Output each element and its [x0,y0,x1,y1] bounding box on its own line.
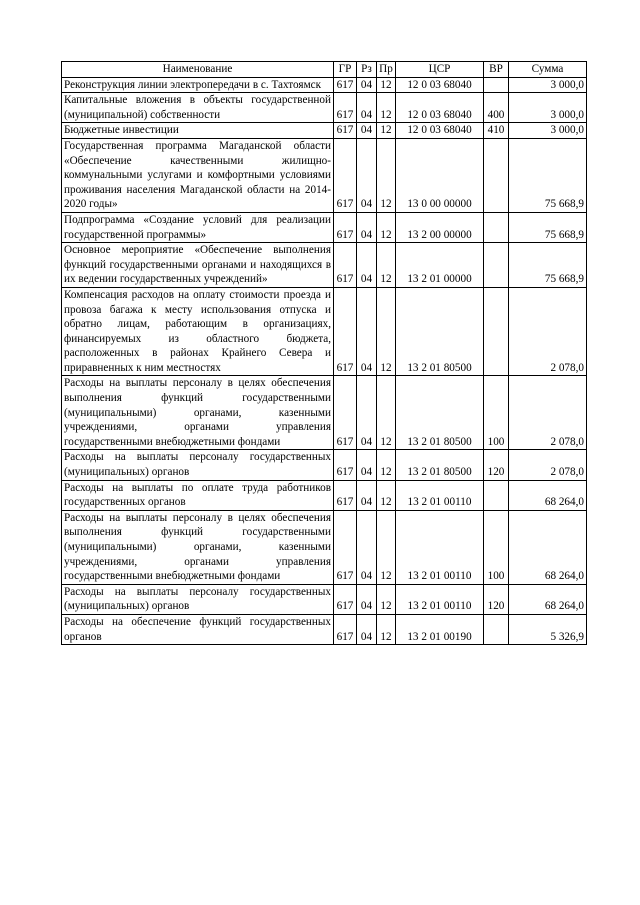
row-name: Расходы на обеспечение функций государственных органов [62,614,334,644]
row-vr: 410 [484,123,509,139]
row-vr [484,243,509,288]
budget-table [61,61,587,645]
row-pr: 12 [377,376,396,450]
row-pr: 12 [377,77,396,93]
row-sum: 68 264,0 [509,480,587,510]
header-name: Наименование [62,62,334,78]
row-sum: 68 264,0 [509,584,587,614]
row-sum: 75 668,9 [509,243,587,288]
row-pr: 12 [377,480,396,510]
row-csr: 13 2 00 00000 [396,212,484,242]
row-rz: 04 [357,480,377,510]
row-pr: 12 [377,450,396,480]
row-csr: 13 2 01 00000 [396,243,484,288]
row-name: Подпрограмма «Создание условий для реализации государственной программы» [62,212,334,242]
table-row [62,376,587,450]
row-gr: 617 [334,584,357,614]
row-csr: 13 2 01 00110 [396,510,484,584]
row-pr: 12 [377,123,396,139]
row-pr: 12 [377,93,396,123]
row-vr [484,138,509,212]
row-csr: 13 2 01 00110 [396,480,484,510]
row-sum: 68 264,0 [509,510,587,584]
row-csr: 12 0 03 68040 [396,123,484,139]
row-gr: 617 [334,123,357,139]
row-sum: 2 078,0 [509,287,587,376]
row-csr: 13 2 01 80500 [396,287,484,376]
header-vr: ВР [484,62,509,78]
table-row [62,510,587,584]
row-gr: 617 [334,93,357,123]
row-name: Расходы на выплаты персоналу государственных (муниципальных) органов [62,584,334,614]
row-rz: 04 [357,450,377,480]
row-sum: 3 000,0 [509,123,587,139]
table-row [62,93,587,123]
row-vr [484,480,509,510]
row-csr: 13 0 00 00000 [396,138,484,212]
row-vr [484,287,509,376]
row-gr: 617 [334,614,357,644]
table-row [62,243,587,288]
row-vr: 120 [484,450,509,480]
table-row [62,450,587,480]
row-csr: 13 2 01 80500 [396,450,484,480]
row-gr: 617 [334,287,357,376]
row-rz: 04 [357,77,377,93]
row-vr: 400 [484,93,509,123]
row-pr: 12 [377,584,396,614]
header-gr: ГР [334,62,357,78]
row-name: Компенсация расходов на оплату стоимости проезда и провоза багажа к месту использования отпуска и обратно лицам, работающим в организациях, финансируемых из областного бюджета, расположенных в районах Крайнего Севера и приравненных к ним местностях [62,287,334,376]
row-pr: 12 [377,614,396,644]
row-vr [484,614,509,644]
row-name: Бюджетные инвестиции [62,123,334,139]
header-rz: Рз [357,62,377,78]
header-sum: Сумма [509,62,587,78]
row-gr: 617 [334,450,357,480]
table-row [62,480,587,510]
header-csr: ЦСР [396,62,484,78]
row-rz: 04 [357,243,377,288]
row-sum: 5 326,9 [509,614,587,644]
row-gr: 617 [334,510,357,584]
row-csr: 12 0 03 68040 [396,77,484,93]
row-vr: 100 [484,376,509,450]
row-csr: 12 0 03 68040 [396,93,484,123]
row-rz: 04 [357,212,377,242]
row-gr: 617 [334,243,357,288]
row-sum: 2 078,0 [509,376,587,450]
row-csr: 13 2 01 00190 [396,614,484,644]
table-row [62,584,587,614]
row-vr [484,212,509,242]
row-name: Государственная программа Магаданской области «Обеспечение качественными жилищно-коммунальными услугами и комфортными условиями проживания населения Магаданской области на 2014-2020 годы» [62,138,334,212]
row-name: Капитальные вложения в объекты государственной (муниципальной) собственности [62,93,334,123]
row-pr: 12 [377,138,396,212]
row-rz: 04 [357,138,377,212]
row-rz: 04 [357,584,377,614]
row-gr: 617 [334,77,357,93]
table-row [62,123,587,139]
row-pr: 12 [377,287,396,376]
table-row [62,614,587,644]
table-row [62,287,587,376]
row-vr: 120 [484,584,509,614]
row-vr: 100 [484,510,509,584]
row-pr: 12 [377,243,396,288]
row-name: Основное мероприятие «Обеспечение выполнения функций государственными органами и находящихся в их ведении государственных учреждений» [62,243,334,288]
row-sum: 2 078,0 [509,450,587,480]
row-rz: 04 [357,510,377,584]
table-header-row [62,62,587,78]
row-csr: 13 2 01 80500 [396,376,484,450]
table-row [62,138,587,212]
row-name: Расходы на выплаты персоналу государственных (муниципальных) органов [62,450,334,480]
row-rz: 04 [357,376,377,450]
row-rz: 04 [357,93,377,123]
row-sum: 75 668,9 [509,212,587,242]
row-name: Реконструкция линии электропередачи в с. Тахтоямск [62,77,334,93]
table-row [62,77,587,93]
table-row [62,212,587,242]
row-name: Расходы на выплаты персоналу в целях обеспечения выполнения функций государственными (муниципальными) органами, казенными учреждениями, органами управления государственными внебюджетными фондами [62,510,334,584]
row-gr: 617 [334,212,357,242]
row-pr: 12 [377,510,396,584]
row-name: Расходы на выплаты персоналу в целях обеспечения выполнения функций государственными (муниципальными) органами, казенными учреждениями, органами управления государственными внебюджетными фондами [62,376,334,450]
row-gr: 617 [334,138,357,212]
row-sum: 75 668,9 [509,138,587,212]
row-gr: 617 [334,376,357,450]
row-rz: 04 [357,287,377,376]
row-rz: 04 [357,123,377,139]
row-gr: 617 [334,480,357,510]
row-csr: 13 2 01 00110 [396,584,484,614]
row-vr [484,77,509,93]
header-pr: Пр [377,62,396,78]
row-sum: 3 000,0 [509,77,587,93]
row-sum: 3 000,0 [509,93,587,123]
row-pr: 12 [377,212,396,242]
row-name: Расходы на выплаты по оплате труда работников государственных органов [62,480,334,510]
row-rz: 04 [357,614,377,644]
